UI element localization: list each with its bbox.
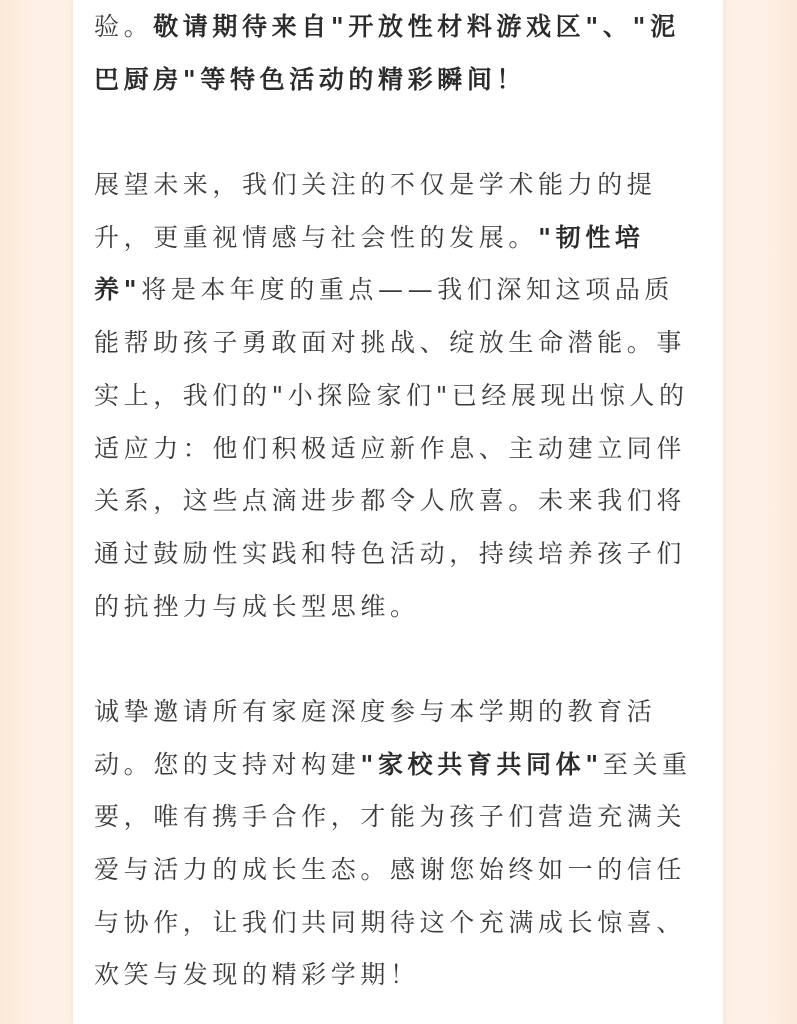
text-run: 要，唯有携手合作，才能为孩子们营造充满关 [94, 802, 687, 832]
paragraph-line [94, 423, 704, 476]
text-run: 动。您的支持对构建 [94, 749, 361, 779]
bold-text: 巴厨房"等特色活动的精彩瞬间！ [94, 64, 527, 94]
paragraph-line [94, 264, 704, 317]
article-body [94, 0, 704, 1002]
paragraph-line [94, 844, 704, 897]
paragraph-line [94, 1, 704, 54]
text-run: 爱与活力的成长生态。感谢您始终如一的信任 [94, 855, 687, 884]
text-run: 关系，这些点滴进步都令人欣喜。未来我们将 [94, 486, 687, 516]
text-run: 的抗挫力与成长型思维。 [94, 591, 420, 621]
text-run: 展望未来，我们关注的不仅是学术能力的提 [94, 170, 657, 200]
paragraph-gap [94, 633, 704, 686]
bold-text: 敬请期待来自"开放性材料游戏区"、"泥 [153, 12, 680, 41]
text-run: 至关重 [602, 749, 692, 779]
paragraph-line [94, 686, 704, 739]
bold-text: "韧性培 [538, 222, 645, 252]
bold-text: "家校共育共同体" [360, 749, 603, 779]
text-run: 通过鼓励性实践和特色活动，持续培养孩子们 [94, 538, 687, 568]
paragraph-line [94, 528, 704, 581]
paragraph-line [94, 949, 704, 1002]
text-run: 将是本年度的重点——我们深知这项品质 [141, 275, 675, 305]
paragraph-line [94, 370, 704, 423]
text-run: 适应力：他们积极适应新作息、主动建立同伴 [94, 433, 687, 463]
text-run: 能帮助孩子勇敢面对挑战、绽放生命潜能。事 [94, 328, 687, 358]
paragraph-line [94, 897, 704, 950]
bold-text: 养" [94, 275, 142, 305]
text-run: 升，更重视情感与社会性的发展。 [94, 222, 539, 252]
paragraph-line [94, 475, 704, 528]
paragraph-line [94, 54, 704, 107]
text-run: 与协作，让我们共同期待这个充满成长惊喜、 [94, 907, 687, 937]
text-run: 欢笑与发现的精彩学期！ [94, 960, 420, 990]
paragraph-line [94, 739, 704, 792]
paragraph-line [94, 212, 704, 265]
paragraph-line [94, 317, 704, 370]
text-run: 诚挚邀请所有家庭深度参与本学期的教育活 [94, 696, 657, 726]
text-run: 验。 [94, 12, 154, 41]
paragraph-line [94, 791, 704, 844]
text-run: 实上，我们的"小探险家们"已经展现出惊人的 [94, 380, 689, 410]
paragraph-line [94, 581, 704, 634]
paragraph-line [94, 159, 704, 212]
paragraph-gap [94, 106, 704, 159]
